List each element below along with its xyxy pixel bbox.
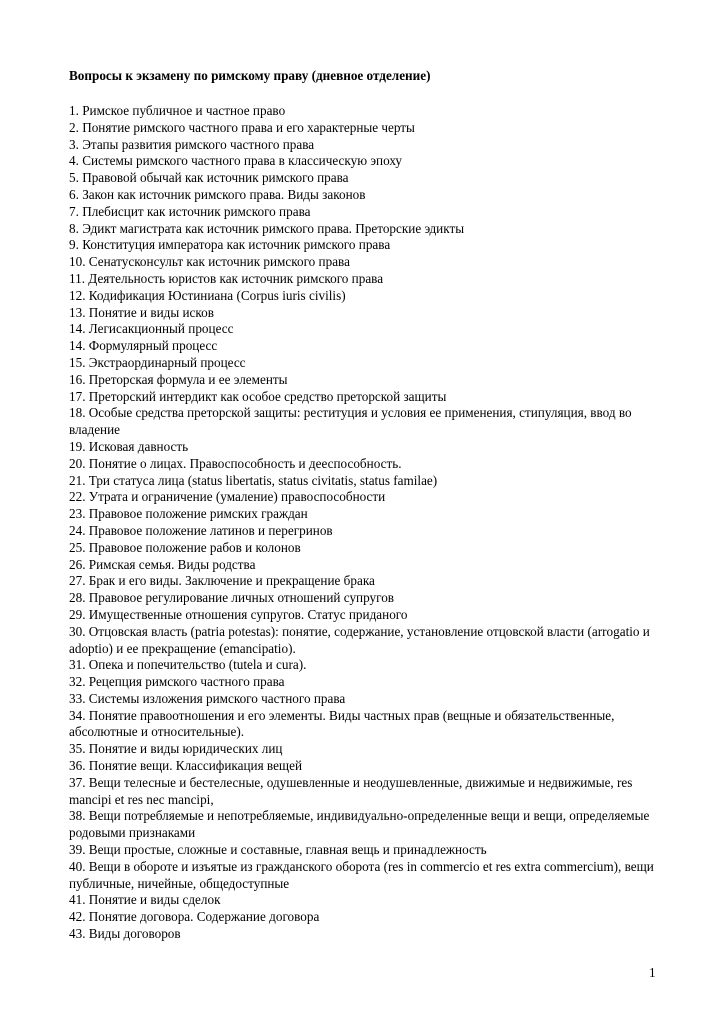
- list-item: 43. Виды договоров: [69, 926, 181, 942]
- page-number: 1: [649, 965, 656, 980]
- list-item: 11. Деятельность юристов как источник римского права: [69, 270, 384, 286]
- list-item: 41. Понятие и виды сделок: [69, 892, 221, 908]
- list-item: 14. Легисакционный процесс: [69, 321, 234, 337]
- list-item: 29. Имущественные отношения супругов. Статус приданого: [69, 606, 408, 622]
- list-item: 33. Системы изложения римского частного права: [69, 690, 346, 706]
- question-list: [69, 103, 659, 943]
- list-item: 10. Сенатусконсульт как источник римского права: [69, 254, 350, 270]
- list-item: 14. Формулярный процесс: [69, 338, 218, 354]
- list-item: 24. Правовое положение латинов и перегринов: [69, 522, 333, 538]
- list-item: 21. Три статуса лица (status libertatis, status civitatis, status familae): [69, 472, 438, 488]
- list-item: 34. Понятие правоотношения и его элементы. Виды частных прав (вещные и обязательственные, абсолютные и относительные).: [69, 707, 615, 740]
- list-item: 17. Преторский интердикт как особое средство преторской защиты: [69, 388, 447, 404]
- list-item: 3. Этапы развития римского частного права: [69, 136, 315, 152]
- list-item: 23. Правовое положение римских граждан: [69, 506, 308, 522]
- list-item: 4. Системы римского частного права в классическую эпоху: [69, 153, 403, 169]
- page-title: Вопросы к экзамену по римскому праву (дневное отделение): [69, 68, 431, 83]
- list-item: 42. Понятие договора. Содержание договора: [69, 909, 320, 925]
- list-item: 8. Эдикт магистрата как источник римского права. Преторские эдикты: [69, 220, 465, 236]
- list-item: 39. Вещи простые, сложные и составные, главная вещь и принадлежность: [69, 842, 487, 858]
- list-item: 7. Плебисцит как источник римского права: [69, 203, 311, 219]
- list-item: 2. Понятие римского частного права и его характерные черты: [69, 119, 415, 135]
- list-item: 6. Закон как источник римского права. Виды законов: [69, 186, 366, 202]
- list-item: 40. Вещи в обороте и изъятые из гражданского оборота (res in commercio et res extra commercium), вещи публичные, ничейные, общедоступные: [69, 858, 654, 891]
- list-item: 31. Опека и попечительство (tutela и cura).: [69, 657, 307, 673]
- list-item: 25. Правовое положение рабов и колонов: [69, 539, 301, 555]
- list-item: 32. Рецепция римского частного права: [69, 674, 285, 690]
- list-item: 16. Преторская формула и ее элементы: [69, 371, 288, 387]
- list-item: 5. Правовой обычай как источник римского права: [69, 170, 349, 186]
- list-item: 19. Исковая давность: [69, 438, 189, 454]
- list-item: 37. Вещи телесные и бестелесные, одушевленные и неодушевленные, движимые и недвижимые, res mancipi et res nec mancipi,: [69, 774, 633, 807]
- list-item: 13. Понятие и виды исков: [69, 304, 214, 320]
- list-item: 15. Экстраординарный процесс: [69, 354, 246, 370]
- list-item: 18. Особые средства преторской защиты: реституция и условия ее применения, стипуляция, ввод во владение: [69, 405, 632, 438]
- list-item: 28. Правовое регулирование личных отношений супругов: [69, 590, 395, 606]
- list-item: 1. Римское публичное и частное право: [69, 103, 286, 118]
- list-item: 36. Понятие вещи. Классификация вещей: [69, 758, 303, 774]
- list-item: 9. Конституция императора как источник римского права: [69, 237, 391, 253]
- list-item: 35. Понятие и виды юридических лиц: [69, 741, 283, 757]
- list-item: 12. Кодификация Юстиниана (Corpus iuris civilis): [69, 287, 346, 303]
- list-item: 20. Понятие о лицах. Правоспособность и дееспособность.: [69, 455, 402, 471]
- list-item: 26. Римская семья. Виды родства: [69, 556, 256, 572]
- list-item: 30. Отцовская власть (patria potestas): понятие, содержание, установление отцовской власти (arrogatio и adoptio) и ее прекращение (emancipatio).: [69, 623, 650, 656]
- list-item: 38. Вещи потребляемые и непотребляемые, индивидуально-определенные вещи и вещи, определяемые родовыми признаками: [69, 808, 650, 841]
- list-item: 27. Брак и его виды. Заключение и прекращение брака: [69, 573, 375, 589]
- list-item: 22. Утрата и ограничение (умаление) правоспособности: [69, 489, 386, 505]
